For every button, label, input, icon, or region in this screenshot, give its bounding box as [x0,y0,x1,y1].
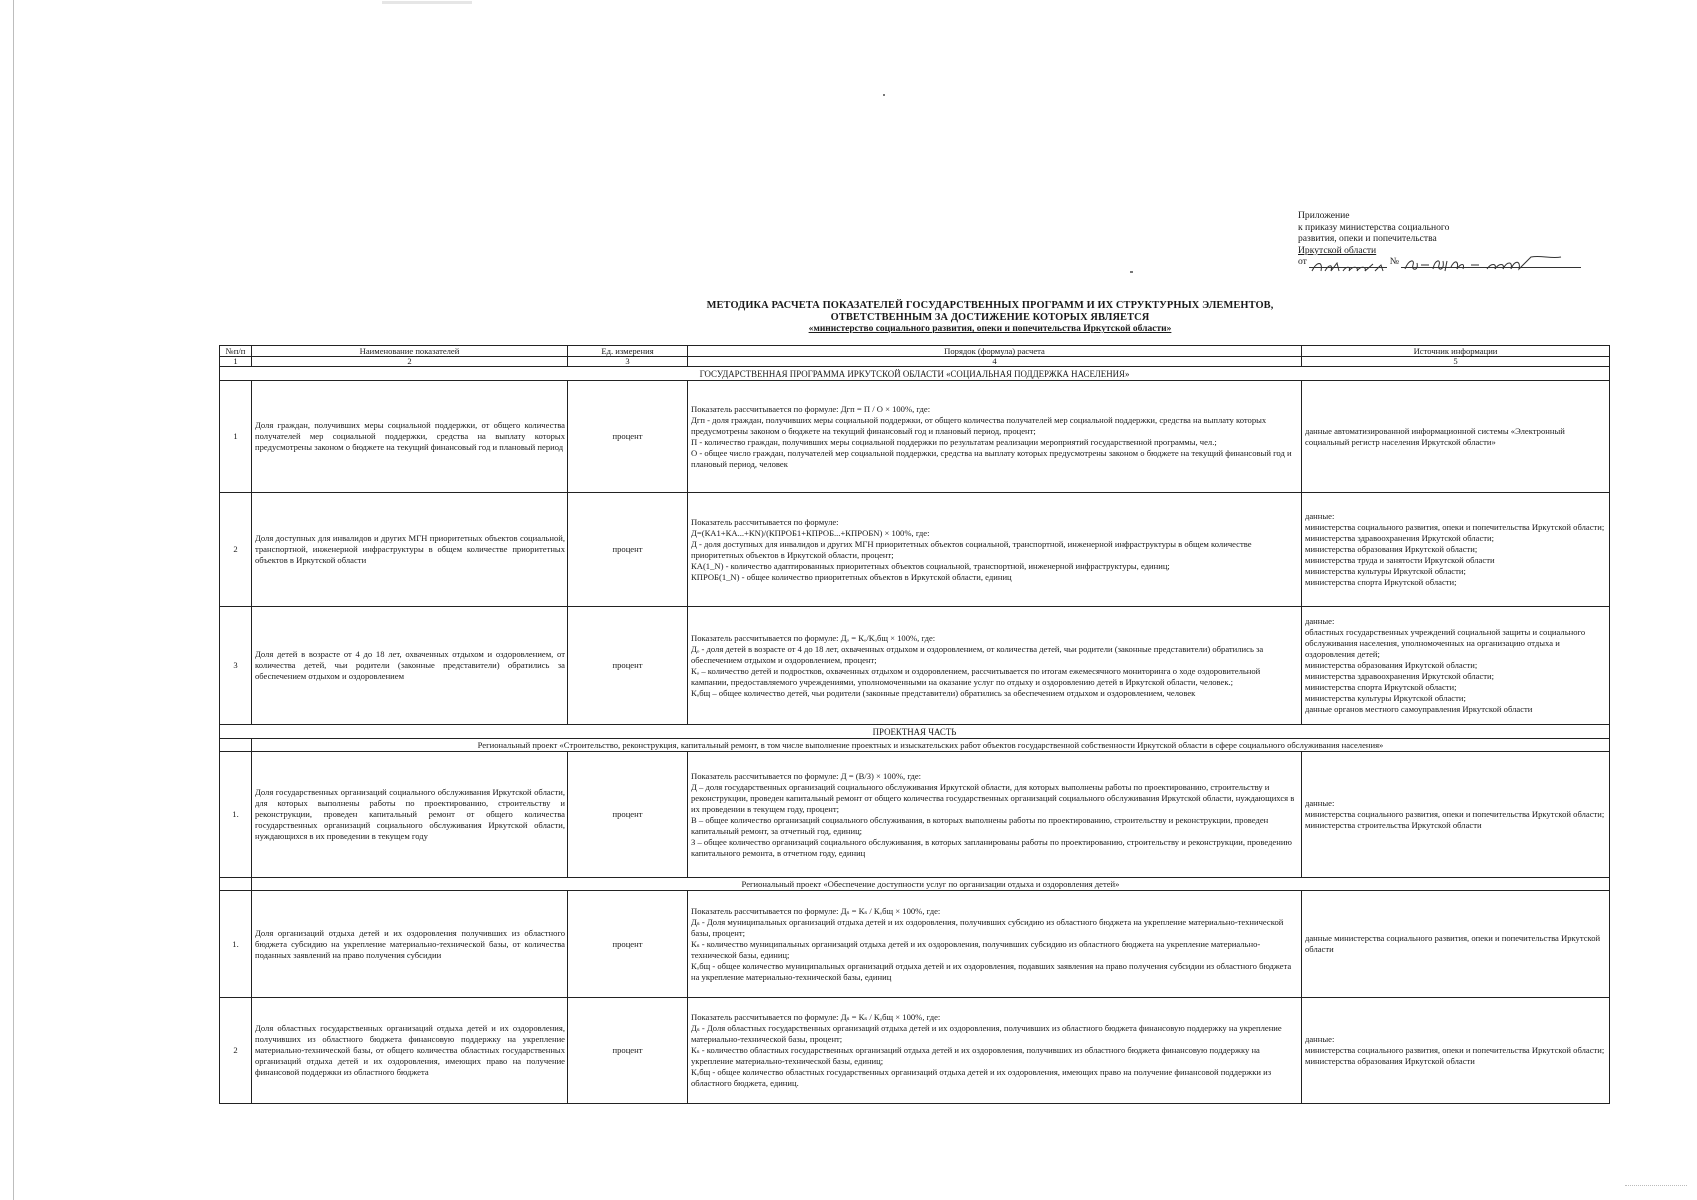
empty-cell [220,878,252,891]
column-header: Ед. измерения [568,346,688,357]
source-line: данные: [1305,798,1335,808]
row-number: 1 [220,381,252,493]
source-line: министерства социального развития, опеки и попечительства Иркутской области; [1305,809,1605,819]
row-number: 1. [220,752,252,878]
table-row [220,493,1610,607]
formula-line: Д – доля государственных организаций социального обслуживания Иркутской области, для которых выполнены работы по проектированию, строительству и реконструкции, проведен капитальный ремонт от общего количества государственных организаций социального обслуживания Иркутской области, нуждающихся в их проведении в текущем году, процент; [691,781,1295,814]
table-row [220,607,1610,725]
column-number: 5 [1302,357,1610,367]
column-number: 3 [568,357,688,367]
column-header: Наименование показателей [252,346,568,357]
formula-line: Кₒбщ - общее количество областных государственных организаций отдыха детей и их оздоровления, имеющих право на получение финансовой поддержки из областного бюджета, единиц. [691,1067,1272,1088]
scan-edge-line [13,0,14,1200]
indicator-formula [688,752,1302,878]
column-header: Источник информации [1302,346,1610,357]
indicator-unit: процент [568,607,688,725]
source-line: министерства спорта Иркутской области; [1305,577,1457,587]
table-row [220,891,1610,998]
methodology-table [219,345,1610,1104]
document-title-line1: МЕТОДИКА РАСЧЕТА ПОКАЗАТЕЛЕЙ ГОСУДАРСТВЕННЫХ ПРОГРАММ И ИХ СТРУКТУРНЫХ ЭЛЕМЕНТОВ, [706,300,1274,311]
source-line: данные: [1305,616,1335,626]
table-row [220,381,1610,493]
source-line: данные органов местного самоуправления Иркутской области [1305,704,1533,714]
appendix-line: Приложение [1298,210,1350,221]
source-line: министерства строительства Иркутской области [1305,820,1482,830]
section-row [220,367,1610,381]
formula-line: Дₛ - Доля муниципальных организаций отдыха детей и их оздоровления, получивших субсидию из областного бюджета на укрепление материально-технической базы, процент; [691,916,1284,938]
source-line: данные: [1305,511,1335,521]
source-line: министерства культуры Иркутской области; [1305,693,1466,703]
table-row [220,752,1610,878]
row-number: 2 [220,493,252,607]
program-section-title: ГОСУДАРСТВЕННАЯ ПРОГРАММА ИРКУТСКОЙ ОБЛАСТИ «СОЦИАЛЬНАЯ ПОДДЕРЖКА НАСЕЛЕНИЯ» [220,367,1610,381]
source-line: министерства здравоохранения Иркутской области; [1305,533,1495,543]
formula-line: В – общее количество организаций социального обслуживания, в которых выполнены работы по проектированию, строительству и реконструкции, проведен капитальный ремонт, за отчетный год, единиц; [691,814,1269,836]
source-line: министерства труда и занятости Иркутской области [1305,555,1495,565]
indicator-source [1302,752,1610,878]
indicator-name: Доля детей в возрасте от 4 до 18 лет, охваченных отдыхом и оздоровлением, от количества детей, чьи родители (законные представители) обратились за обеспечением отдыхом и оздоровлением [252,607,568,725]
table-row [220,998,1610,1104]
source-line: данные: [1305,1034,1335,1044]
subsection-row [220,878,1610,891]
document-header [220,300,1697,335]
formula-line: КА(1_N) - количество адаптированных приоритетных объектов социальной, транспортной, инженерной инфраструктуры, единиц; [691,560,1170,571]
column-header: №п/п [220,346,252,357]
appendix-block [1298,210,1598,268]
indicator-unit: процент [568,752,688,878]
document-title-line2: ОТВЕТСТВЕННЫМ ЗА ДОСТИЖЕНИЕ КОТОРЫХ ЯВЛЯЕТСЯ [830,312,1150,323]
formula-line: Д - доля доступных для инвалидов и других МГН приоритетных объектов социальной, транспортной, инженерной инфраструктуры в общем количестве приоритетных объектов в Иркутской области, процент; [691,538,1252,560]
handwritten-number-signature [1401,255,1581,275]
project-section-title: ПРОЕКТНАЯ ЧАСТЬ [220,725,1610,739]
source-line: министерства спорта Иркутской области; [1305,682,1457,692]
indicator-source [1302,493,1610,607]
indicator-formula [688,607,1302,725]
formula-line: Показатель рассчитывается по формуле: Дгп = П / О × 100%, где: [691,403,931,414]
indicator-unit: процент [568,998,688,1104]
formula-line: Кₒбщ - общее количество муниципальных организаций отдыха детей и их оздоровления, подавших заявления на право получения субсидии из областного бюджета на укрепление материально-технической базы, единиц [691,960,1292,982]
indicator-unit: процент [568,493,688,607]
source-line: областных государственных учреждений социальной защиты и социального обслуживания населения, уполномоченных на организацию отдыха и оздоровления детей; [1305,627,1586,659]
number-field [1401,267,1581,268]
table-header-row [220,346,1610,357]
column-number-row [220,357,1610,367]
indicator-formula [688,493,1302,607]
scan-speck [1130,271,1133,273]
source-line: министерства образования Иркутской области; [1305,544,1478,554]
indicator-unit: процент [568,891,688,998]
indicator-formula [688,998,1302,1104]
subsection-row [220,739,1610,752]
source-line: министерства образования Иркутской области; [1305,660,1478,670]
empty-cell [220,739,252,752]
formula-line: Показатель рассчитывается по формуле: Д = (В/З) × 100%, где: [691,770,922,781]
indicator-source [1302,607,1610,725]
source-line: министерства социального развития, опеки и попечительства Иркутской области; [1305,1045,1605,1055]
column-number: 1 [220,357,252,367]
indicator-name: Доля граждан, получивших меры социальной поддержки, от общего количества получателей мер социальной поддержки, средства на выплату которых предусмотрены законом о бюджете на текущий финансовый год и плановый период [252,381,568,493]
formula-line: Кₛ - количество областных государственных организаций отдыха детей и их оздоровления, получивших из областного бюджета финансовую поддержку на укрепление материально-технической базы, единиц; [691,1045,1260,1066]
formula-line: Кₒ – количество детей и подростков, охваченных отдыхом и оздоровлением, рассчитывается по итогам ежемесячного мониторинга о ходе оздоровительной кампании, предоставляемого учреждениями, уполномоченными на оказание услуг по отдыху и оздоровлению детей в Иркутской области, человек.; [691,665,1261,687]
scan-artifact [382,1,472,4]
formula-line: П - количество граждан, получивших меры социальной поддержки по результатам реализации мероприятий государственной программы, чел.; [691,436,1217,447]
formula-line: Показатель рассчитывается по формуле: [691,516,839,527]
column-header: Порядок (формула) расчета [688,346,1302,357]
date-label: от [1298,256,1307,268]
indicator-source [1302,891,1610,998]
indicator-formula [688,891,1302,998]
handwritten-date-signature [1309,259,1387,275]
regional-project-title: Региональный проект «Обеспечение доступности услуг по организации отдыха и оздоровления детей» [252,878,1610,891]
appendix-line: развития, опеки и попечительства [1298,233,1437,245]
appendix-date-row [1298,256,1598,268]
formula-line: Показатель рассчитывается по формуле: Дₛ = Кₛ / Кₒбщ × 100%, где: [691,905,941,916]
column-number: 4 [688,357,1302,367]
indicator-name: Доля организаций отдыха детей и их оздоровления получивших из областного бюджета субсидию на укрепление материально-технической базы, от количества поданных заявлений на право получения субсидии [252,891,568,998]
formula-line: Показатель рассчитывается по формуле: Дₛ = Кₛ / Кₒбщ × 100%, где: [691,1012,941,1022]
formula-line: Кₛ - количество муниципальных организаций отдыха детей и их оздоровления, получивших субсидию из областного бюджета на укрепление материально-технической базы, единиц; [691,938,1261,960]
source-line: министерства здравоохранения Иркутской области; [1305,671,1495,681]
formula-line: Дₛ - Доля областных государственных организаций отдыха детей и их оздоровления, получивших из областного бюджета финансовую поддержку на укрепление материально-технической базы, процент; [691,1023,1282,1044]
row-number: 3 [220,607,252,725]
regional-project-title: Региональный проект «Строительство, реконструкция, капитальный ремонт, в том числе выполнение проектных и изыскательских работ объектов государственной собственности Иркутской области в сфере социального обслуживания населения» [252,739,1610,752]
scan-speck [883,94,885,96]
section-row [220,725,1610,739]
formula-line: Кₒбщ – общее количество детей, чьи родители (законные представители) обратились за обеспечением отдыхом и оздоровлением, человек [691,687,1196,698]
formula-line: Дₒ - доля детей в возрасте от 4 до 18 лет, охваченных отдыхом и оздоровлением, от количества детей, чьи родители (законные представители) обратились за обеспечением отдыхом и оздоровлением, процент; [691,643,1264,665]
row-number: 2 [220,998,252,1104]
column-number: 2 [252,357,568,367]
indicator-name: Доля областных государственных организаций отдыха детей и их оздоровления, получивших из областного бюджета финансовую поддержку на укрепление материально-технической базы, от общего количества областных государственных организаций отдыха детей и их оздоровления, имеющих право на получение финансовой поддержки из областного бюджета [252,998,568,1104]
indicator-name: Доля государственных организаций социального обслуживания Иркутской области, для которых выполнены работы по проектированию, строительству и реконструкции, проведен капитальный ремонт от общего количества государственных организаций социального обслуживания Иркутской области, нуждающихся в их проведении в текущем году [252,752,568,878]
indicator-formula [688,381,1302,493]
indicator-source [1302,381,1610,493]
indicator-source [1302,998,1610,1104]
formula-line: Дгп - доля граждан, получивших меры социальной поддержки, от общего количества получателей мер социальной поддержки, средства на выплату которых предусмотрены законом о бюджете на текущий финансовый год и плановый период, процент; [691,414,1267,436]
scan-artifact [1625,1185,1687,1192]
formula-line: Д=(КА1+КА...+КN)/(КПРОБ1+КПРОБ...+КПРОБN) × 100%, где: [691,527,930,538]
formula-line: КПРОБ(1_N) - общее количество приоритетных объектов в Иркутской области, единиц [691,571,1012,582]
appendix-line: к приказу министерства социального [1298,221,1450,233]
source-line: министерства социального развития, опеки и попечительства Иркутской области; [1305,522,1605,532]
number-label: № [1389,256,1399,268]
source-line: министерства образования Иркутской области [1305,1056,1475,1066]
formula-line: О - общее число граждан, получателей мер социальной поддержки, средства на выплату которых предусмотрены законом о бюджете на текущий финансовый год и плановый период, человек [691,447,1292,469]
formula-line: Показатель рассчитывается по формуле: Дₒ = Кₒ/Кₒбщ × 100%, где: [691,632,936,643]
formula-line: З – общее количество организаций социального обслуживания, в которых запланированы работы по проектированию, строительству и реконструкции, проведению капитального ремонта, в отчетном году, единиц [691,836,1292,858]
source-line: министерства культуры Иркутской области; [1305,566,1466,576]
indicator-name: Доля доступных для инвалидов и других МГН приоритетных объектов социальной, транспортной, инженерной инфраструктуры в общем количестве приоритетных объектов в Иркутской области [252,493,568,607]
indicator-unit: процент [568,381,688,493]
appendix-line: Иркутской области [1298,244,1377,256]
row-number: 1. [220,891,252,998]
document-subtitle: «министерство социального развития, опеки и попечительства Иркутской области» [808,324,1172,334]
date-field [1309,267,1387,268]
source-line: данные министерства социального развития, опеки и попечительства Иркутской области [1305,933,1601,954]
source-line: данные автоматизированной информационной системы «Электронный социальный регистр населения Иркутской области» [1305,425,1565,447]
